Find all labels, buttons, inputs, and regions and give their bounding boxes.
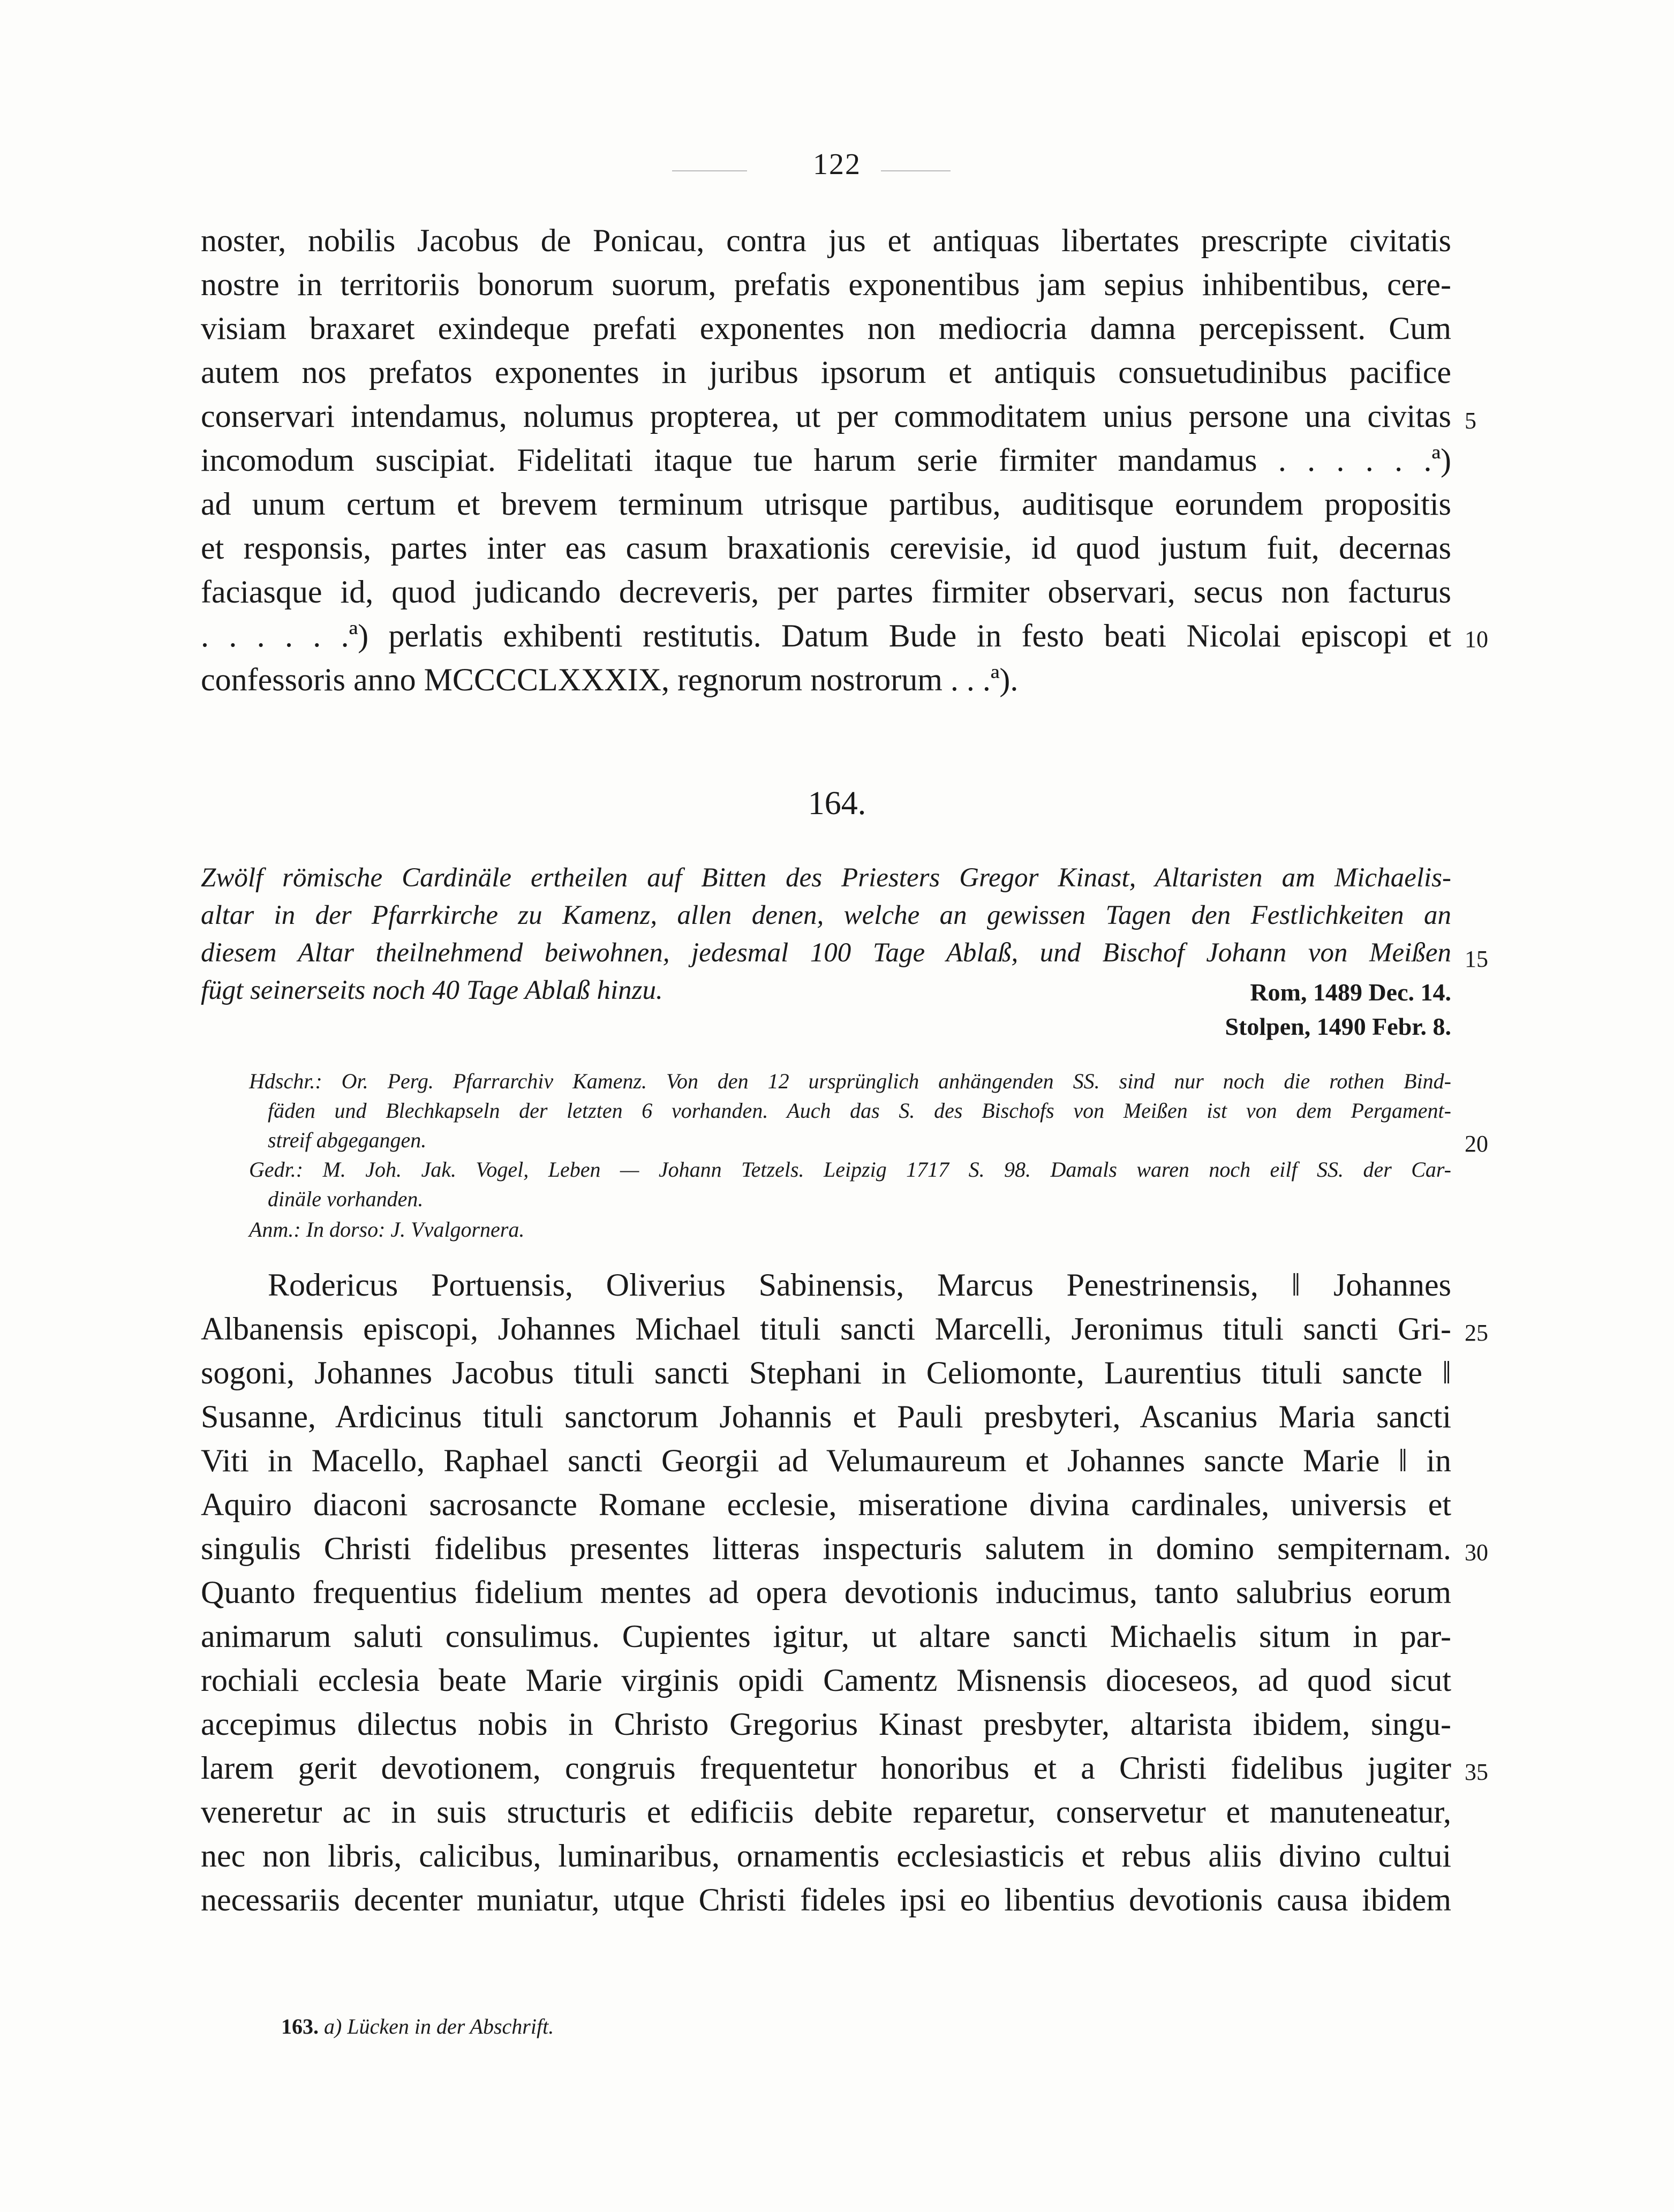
text-line: incomodum suscipiat. Fidelitati itaque tue harum serie firmiter mandamus . . . . . .ª) — [201, 442, 1451, 478]
text-line: visiam braxaret exindeque prefati exponentes non mediocria damna percepissent. Cum — [201, 311, 1451, 346]
text-line: Aquiro diaconi sacrosancte Romane ecclesie, miseratione divina cardinales, universis et — [201, 1487, 1451, 1522]
text-line: faciasque id, quod judicando decreveris, per partes firmiter observari, secus non facturus — [201, 574, 1451, 610]
text-line: Quanto frequentius fidelium mentes ad opera devotionis inducimus, tanto salubrius eorum — [201, 1575, 1451, 1610]
margin-line-number: 30 — [1465, 1539, 1488, 1566]
text-line: veneretur ac in suis structuris et edificiis debite reparetur, conservetur et manuteneatur, — [201, 1794, 1451, 1830]
text-line: conservari intendamus, nolumus propterea, ut per commoditatem unius persone una civitas — [201, 398, 1451, 434]
text-line: noster, nobilis Jacobus de Ponicau, contra jus et antiquas libertates prescripte civitatis — [201, 223, 1451, 258]
apparatus-line: dinäle vorhanden. — [268, 1187, 424, 1211]
text-line: autem nos prefatos exponentes in juribus ipsorum et antiquis consuetudinibus pacifice — [201, 355, 1451, 390]
margin-line-number: 35 — [1465, 1759, 1488, 1785]
text-line: Rodericus Portuensis, Oliverius Sabinensis, Marcus Penestrinensis, ‖ Johannes — [268, 1267, 1451, 1303]
regest-line: fügt seinerseits noch 40 Tage Ablaß hinzu. — [201, 975, 663, 1005]
margin-line-number: 20 — [1465, 1131, 1488, 1157]
regest-line: Zwölf römische Cardinäle ertheilen auf Bitten des Priesters Gregor Kinast, Altaristen am Michaelis- — [201, 863, 1451, 893]
document-number: 164. — [808, 785, 866, 822]
header-rule-right — [881, 170, 951, 171]
apparatus-line: Gedr.: M. Joh. Jak. Vogel, Leben — Johann Tetzels. Leipzig 1717 S. 98. Damals waren noch eilf SS. der Car- — [249, 1157, 1451, 1182]
text-line: confessoris anno MCCCCLXXXIX, regnorum nostrorum . . .ª). — [201, 662, 1019, 697]
footnote — [281, 2014, 554, 2039]
text-line: sogoni, Johannes Jacobus tituli sancti Stephani in Celiomonte, Laurentius tituli sancte ‖ — [201, 1355, 1451, 1390]
date-stolpen: Stolpen, 1490 Febr. 8. — [1225, 1013, 1451, 1040]
footnote-text: a) Lücken in der Abschrift. — [324, 2014, 554, 2038]
text-line: animarum saluti consulimus. Cupientes igitur, ut altare sancti Michaelis situm in par- — [201, 1619, 1451, 1654]
margin-line-number: 5 — [1465, 408, 1476, 434]
text-line: Susanne, Ardicinus tituli sanctorum Johannis et Pauli presbyteri, Ascanius Maria sancti — [201, 1399, 1451, 1434]
text-line: necessariis decenter muniatur, utque Christi fideles ipsi eo libentius devotionis causa ibidem — [201, 1882, 1451, 1917]
text-line: larem gerit devotionem, congruis frequentetur honoribus et a Christi fidelibus jugiter — [201, 1750, 1451, 1786]
margin-line-number: 15 — [1465, 946, 1488, 972]
apparatus-line: streif abgegangen. — [268, 1128, 427, 1152]
date-rome: Rom, 1489 Dec. 14. — [1250, 979, 1451, 1006]
text-line: ad unum certum et brevem terminum utrisque partibus, auditisque eorundem propositis — [201, 486, 1451, 522]
margin-line-number: 10 — [1465, 626, 1488, 652]
margin-line-number: 25 — [1465, 1320, 1488, 1346]
text-line: nec non libris, calicibus, luminaribus, ornamentis ecclesiasticis et rebus aliis divino cultui — [201, 1838, 1451, 1874]
apparatus-line: Hdschr.: Or. Perg. Pfarrarchiv Kamenz. Von den 12 ursprünglich anhängenden SS. sind nur noch die rothen Bind- — [249, 1069, 1451, 1093]
footnote-ref: 163. — [281, 2014, 319, 2038]
text-line: . . . . . .ª) perlatis exhibenti restitutis. Datum Bude in festo beati Nicolai episcopi et — [201, 618, 1451, 653]
regest-line: diesem Altar theilnehmend beiwohnen, jedesmal 100 Tage Ablaß, und Bischof Johann von Meißen — [201, 938, 1451, 968]
text-line: Viti in Macello, Raphael sancti Georgii ad Velumaureum et Johannes sancte Marie ‖ in — [201, 1443, 1451, 1478]
text-line: singulis Christi fidelibus presentes litteras inspecturis salutem in domino sempiternam. — [201, 1531, 1451, 1566]
text-line: Albanensis episcopi, Johannes Michael tituli sancti Marcelli, Jeronimus tituli sancti Gri- — [201, 1311, 1451, 1346]
page-number: 122 — [813, 148, 861, 181]
apparatus-line: fäden und Blechkapseln der letzten 6 vorhanden. Auch das S. des Bischofs von Meißen ist von dem Pergament- — [268, 1099, 1451, 1123]
text-line: et responsis, partes inter eas casum braxationis cerevisie, id quod justum fuit, decernas — [201, 530, 1451, 566]
regest-line: altar in der Pfarrkirche zu Kamenz, allen denen, welche an gewissen Tagen den Festlichkeiten an — [201, 900, 1451, 930]
apparatus-line: Anm.: In dorso: J. Vvalgornera. — [249, 1217, 525, 1242]
text-line: rochiali ecclesia beate Marie virginis opidi Camentz Misnensis dioceseos, ad quod sicut — [201, 1662, 1451, 1698]
text-line: accepimus dilectus nobis in Christo Gregorius Kinast presbyter, altarista ibidem, singu- — [201, 1706, 1451, 1742]
text-line: nostre in territoriis bonorum suorum, prefatis exponentibus jam sepius inhibentibus, cere- — [201, 267, 1451, 302]
